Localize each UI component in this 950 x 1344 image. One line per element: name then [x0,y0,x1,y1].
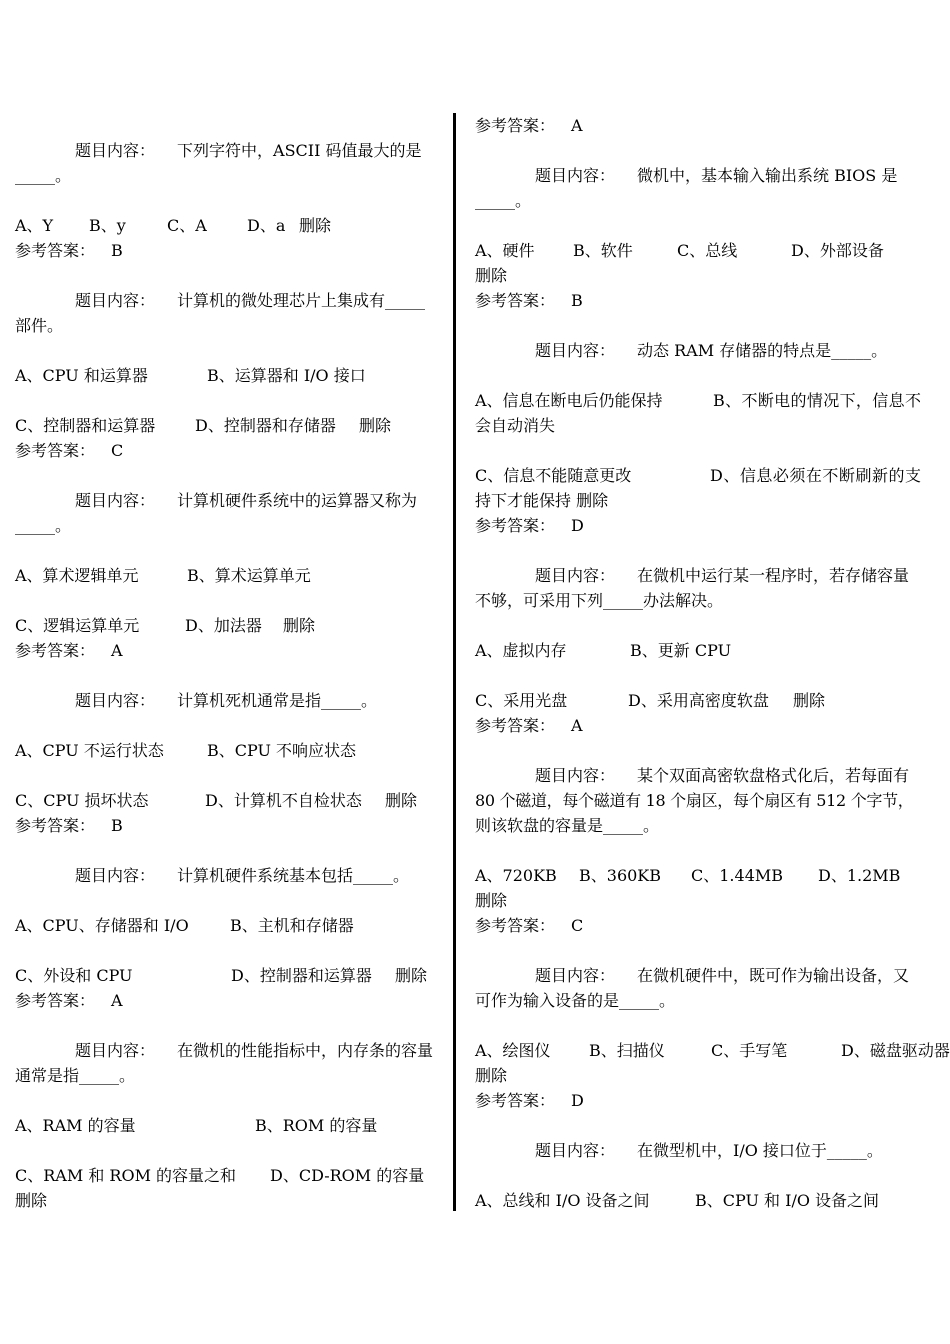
answer-value: A [111,991,123,1010]
option[interactable]: A、绘图仪 [475,1041,551,1060]
option[interactable]: A、算术逻辑单元 [15,566,139,585]
question-text: 题目内容： 在微型机中，I/O 接口位于_____。 [535,1141,883,1160]
answer-value: B [571,291,583,310]
delete-link[interactable]: 删除 [475,1066,508,1085]
option[interactable]: B、不断电的情况下，信息不会自动消失 [475,391,921,435]
question-text: 题目内容： 计算机硬件系统中的运算器又称为 [75,491,418,510]
question-text: 题目内容： 某个双面高密软盘格式化后，若每面有 [535,766,910,785]
question-text: 题目内容： 计算机硬件系统基本包括_____。 [75,866,410,885]
options-row [15,563,447,588]
option[interactable]: C、CPU 损坏状态 [15,791,149,810]
answer-line: 参考答案： A [475,716,583,735]
options-row [15,613,447,638]
option[interactable]: B、扫描仪 [589,1041,665,1060]
options-row [475,863,921,888]
option[interactable]: A、720KB [475,866,557,885]
option[interactable]: A、虚拟内存 [475,641,567,660]
question-text-cont: _____。 [15,516,72,535]
options-row [475,638,921,663]
option[interactable]: B、y [89,216,126,235]
option[interactable]: C、外设和 CPU [15,966,133,985]
answer-value: B [111,816,123,835]
delete-link[interactable]: 删除 [395,966,428,985]
answer-line: 参考答案： B [15,816,123,835]
option[interactable]: C、A [167,216,207,235]
delete-link[interactable]: 删除 [385,791,418,810]
options-row [15,213,447,238]
options-row [15,1113,447,1138]
option[interactable]: D、信息必须在不断刷新的支持下才能保持 [475,466,921,510]
option[interactable]: B、360KB [579,866,662,885]
options-row [15,788,447,813]
answer-value: A [571,716,583,735]
options-row [475,1038,950,1063]
option[interactable]: D、CD-ROM 的容量 [270,1166,425,1185]
answer-value: D [571,516,584,535]
answer-line: 参考答案： D [475,516,584,535]
option[interactable]: B、CPU 和 I/O 设备之间 [695,1191,880,1210]
delete-link[interactable]: 删除 [793,691,826,710]
option[interactable]: C、RAM 和 ROM 的容量之和 [15,1166,237,1185]
question-text: 题目内容： 微机中，基本输入输出系统 BIOS 是 [535,166,898,185]
option[interactable]: C、采用光盘 [475,691,568,710]
delete-link[interactable]: 删除 [283,616,316,635]
option[interactable]: B、算术运算单元 [187,566,311,585]
options-row [15,413,447,438]
option[interactable]: D、计算机不自检状态 [205,791,362,810]
answer-line: 参考答案： A [475,116,583,135]
option[interactable]: B、ROM 的容量 [255,1116,378,1135]
option[interactable]: A、Y [15,216,54,235]
option[interactable]: A、信息在断电后仍能保持 [475,391,663,410]
options-row [475,238,921,263]
delete-link[interactable]: 删除 [359,416,392,435]
options-row [15,738,447,763]
question-text-cont: 则该软盘的容量是_____。 [475,816,660,835]
option[interactable]: A、RAM 的容量 [15,1116,136,1135]
question-text-cont: 不够，可采用下列_____办法解决。 [475,591,724,610]
options-row [15,1163,447,1188]
answer-value: C [571,916,584,935]
options-row [475,688,921,713]
option[interactable]: D、磁盘驱动器 [841,1041,950,1060]
option[interactable]: B、运算器和 I/O 接口 [207,366,366,385]
answer-value: B [111,241,123,260]
answer-value: D [571,1091,584,1110]
answer-line: 参考答案： A [15,991,123,1010]
option[interactable]: C、手写笔 [711,1041,788,1060]
question-text-cont: _____。 [475,191,532,210]
option[interactable]: D、控制器和运算器 [231,966,372,985]
option[interactable]: B、主机和存储器 [230,916,354,935]
question-text-cont: 80 个磁道，每个磁道有 18 个扇区，每个扇区有 512 个字节， [475,791,914,810]
question-text: 题目内容： 下列字符中，ASCII 码值最大的是 [75,141,422,160]
option[interactable]: C、1.44MB [691,866,784,885]
question-text: 题目内容： 计算机死机通常是指_____。 [75,691,378,710]
answer-line: 参考答案： C [15,441,124,460]
options-row [15,363,447,388]
answer-line: 参考答案： A [15,641,123,660]
question-text: 题目内容： 动态 RAM 存储器的特点是_____。 [535,341,888,360]
option[interactable]: D、加法器 [185,616,262,635]
option[interactable]: A、总线和 I/O 设备之间 [475,1191,650,1210]
option[interactable]: A、硬件 [475,241,535,260]
question-text-cont: 通常是指_____。 [15,1066,136,1085]
option[interactable]: B、更新 CPU [630,641,732,660]
answer-value: A [571,116,583,135]
answer-line: 参考答案： D [475,1091,584,1110]
question-text-cont: _____。 [15,166,72,185]
option[interactable]: D、外部设备 [791,241,884,260]
answer-line: 参考答案： B [15,241,123,260]
option[interactable]: D、a [247,216,286,235]
option[interactable]: C、总线 [677,241,738,260]
question-text: 题目内容： 在微机硬件中，既可作为输出设备，又 [535,966,910,985]
left-column [15,113,447,1213]
question-text: 题目内容： 计算机的微处理芯片上集成有_____ [75,291,426,310]
options-row [15,963,447,988]
question-text-cont: 部件。 [15,316,64,335]
question-text-cont: 可作为输入设备的是_____。 [475,991,676,1010]
delete-link[interactable]: 删除 [299,216,332,235]
column-divider [453,113,456,1211]
options-row [15,913,447,938]
options-row [475,1188,921,1213]
right-column [475,113,950,1213]
question-text: 题目内容： 在微机的性能指标中，内存条的容量 [75,1041,434,1060]
option[interactable]: B、CPU 不响应状态 [207,741,357,760]
option[interactable]: D、1.2MB [818,866,901,885]
options-row [475,388,921,438]
answer-line: 参考答案： C [475,916,584,935]
option[interactable]: C、控制器和运算器 [15,416,156,435]
question-text: 题目内容： 在微机中运行某一程序时，若存储容量 [535,566,910,585]
option[interactable]: A、CPU、存储器和 I/O [15,916,189,935]
option[interactable]: B、软件 [573,241,633,260]
delete-link[interactable]: 删除 [475,266,508,285]
answer-value: C [111,441,124,460]
options-row [475,463,921,513]
option[interactable]: D、采用高密度软盘 [628,691,769,710]
option[interactable]: A、CPU 不运行状态 [15,741,164,760]
option[interactable]: C、信息不能随意更改 [475,466,632,485]
answer-value: A [111,641,123,660]
option[interactable]: A、CPU 和运算器 [15,366,148,385]
delete-link[interactable]: 删除 [475,891,508,910]
answer-line: 参考答案： B [475,291,583,310]
delete-link[interactable]: 删除 [15,1191,48,1210]
option[interactable]: C、逻辑运算单元 [15,616,140,635]
delete-link[interactable]: 删除 [576,491,609,510]
option[interactable]: D、控制器和存储器 [195,416,336,435]
